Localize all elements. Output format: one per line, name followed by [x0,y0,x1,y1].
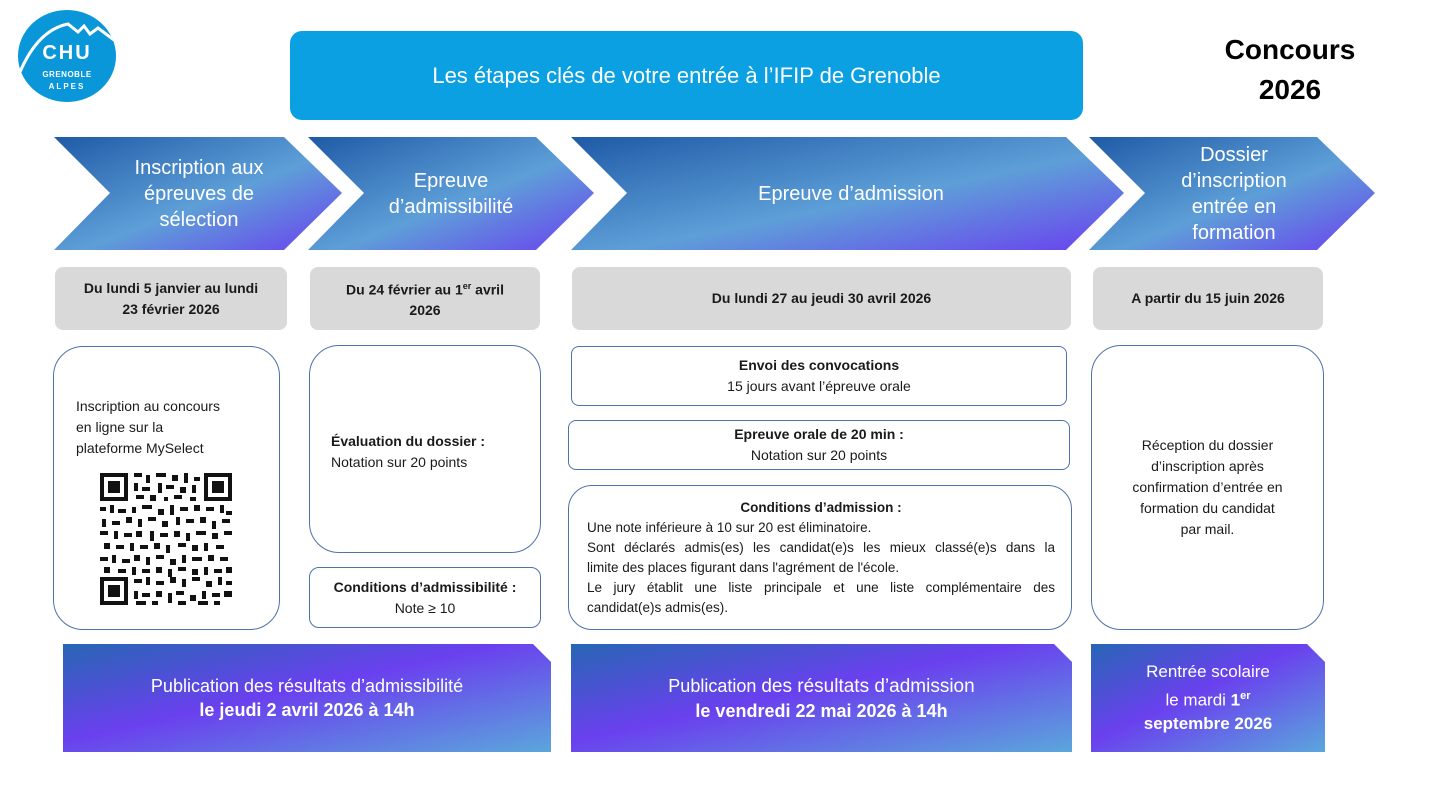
rentree-line-1: Rentrée scolaire [1146,661,1270,681]
concours-year: 2026 [1258,74,1322,105]
logo-line-2: ALPES [48,82,86,91]
admission-conditions-p2a: Sont déclarés admis(es) les candidat(e)s les mieux classé(e)s dans la [587,540,1055,555]
dossier-text-1: Réception du dossier [1141,437,1274,453]
oral-title: Epreuve orale de 20 min : [734,426,904,442]
dossier-text-4: formation du candidat [1140,500,1275,516]
dossier-text-5: par mail. [1180,521,1235,537]
inscription-box [53,346,280,630]
date-admission: Du lundi 27 au jeudi 30 avril 2026 [572,267,1071,330]
date-admissibilite: Du 24 février au 1er avril 2026 [310,267,540,330]
evaluation-text: Notation sur 20 points [331,454,468,470]
admission-conditions-p3a: Le jury établit une liste principale et une liste complémentaire des [587,580,1055,595]
qr-code-icon[interactable] [100,473,232,605]
title-banner [290,31,1083,120]
rentree-line-2sup: er [1240,689,1251,702]
admissibilite-conditions-title: Conditions d’admissibilité : [333,578,517,595]
admission-conditions-title: Conditions d’admission : [740,500,902,515]
step-chevron-admission [571,137,1124,250]
admission-results-bar [571,644,1072,752]
admission-results-line-1b: des résultats d’admission [761,675,975,697]
rentree-bar [1091,644,1325,752]
concours-label [1190,30,1390,110]
dossier-text-3: confirmation d’entrée en [1132,479,1283,495]
admission-conditions-p3b: candidat(e)s admis(es). [587,600,729,615]
page-title: Les étapes clés de votre entrée à l’IFIP de Grenoble [432,62,941,88]
inscription-text-2: en ligne sur la [76,419,164,435]
step-label-inscription: Inscription aux épreuves de sélection [134,156,264,231]
date-inscription: Du lundi 5 janvier au lundi 23 février 2026 [55,267,287,330]
chu-logo [18,10,116,102]
admission-conditions-p1: Une note inférieure à 10 sur 20 est éliminatoire. [587,520,872,535]
step-chevron-admissibilite [308,137,594,250]
dossier-box [1091,345,1324,630]
dossier-text-2: d’inscription après [1151,458,1264,474]
rentree-line-2a: le mardi [1165,690,1231,710]
step-chevron-inscription [54,137,342,250]
admissibilite-results-line-1: Publication des résultats d’admissibilité [150,676,464,696]
evaluation-title: Évaluation du dossier : [331,433,486,449]
admissibilite-results-bar [63,644,551,752]
admissibilite-results-date: le jeudi 2 avril 2026 à 14h [199,700,415,720]
date-dossier: A partir du 15 juin 2026 [1093,267,1323,330]
admission-results-line-1a: Publication [668,675,762,696]
concours-line-1: Concours [1224,34,1356,65]
inscription-text-3: plateforme MySelect [76,440,204,456]
convocations-title: Envoi des convocations [738,357,900,373]
logo-name: CHU [42,42,92,64]
admission-conditions-p2b: limite des places figurant dans l'agrément de l'école. [587,560,900,575]
step-label-admission: Epreuve d’admission [758,182,944,205]
convocations-box [571,346,1067,406]
convocations-text: 15 jours avant l’épreuve orale [727,378,911,394]
oral-box [568,420,1070,470]
step-label-admissibilite: Epreuve d’admissibilité [388,169,514,218]
admissibilite-conditions-box [309,567,541,628]
admissibilite-conditions-text: Note ≥ 10 [394,599,456,616]
oral-text: Notation sur 20 points [750,447,888,463]
admission-conditions-box [568,485,1072,630]
step-chevron-dossier [1089,137,1375,250]
inscription-text-1: Inscription au concours [76,398,220,414]
admission-results-date: le vendredi 22 mai 2026 à 14h [695,700,948,721]
rentree-line-2b: 1 [1230,690,1241,710]
step-label-dossier: Dossier d’inscription entrée en formation [1181,143,1287,244]
rentree-date: septembre 2026 [1143,714,1273,734]
logo-line-1: GRENOBLE [42,70,92,79]
evaluation-box [309,345,541,553]
